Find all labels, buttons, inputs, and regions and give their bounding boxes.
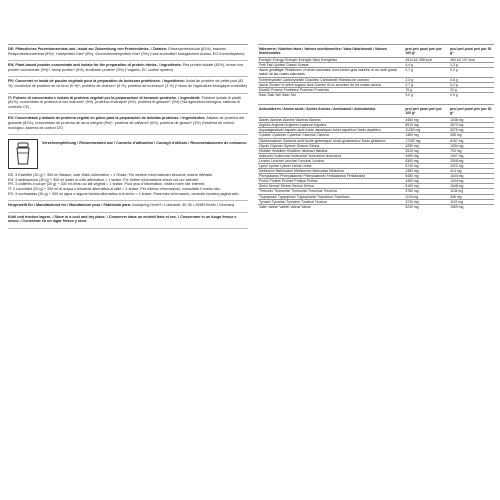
amino-header-row xyxy=(258,104,494,117)
ingredients-fr xyxy=(8,77,248,93)
amino-row xyxy=(258,204,494,209)
nutrition-label: davon gesättigte Fettsäuren/ of which saturates/ dont Acides gras saturés/ di cui acidi grassi saturi/ de las cuales saturadas xyxy=(258,68,404,77)
amino-per100: 5160 mg xyxy=(404,184,449,189)
ingredients-es-lead: ES: Concentrado y aislado de proteína vegetal en polvo para la preparación de bebidas proteicas. / Ingredientes: xyxy=(8,116,206,121)
nutrition-per100: 3,0 g xyxy=(404,92,449,97)
nutrition-per30: 1,3 g xyxy=(449,63,494,68)
ingredients-es-text: Aislado de proteína del guisante (81%), concentrado de proteína de arroz integral (9%)*, proteína de cáñamo* (6%), proteína de girasol* (3%) (*sistema de control ecológico, sistema de control CE) xyxy=(8,116,245,130)
amino-per30: 1119 mg xyxy=(449,199,494,204)
amino-per30: 2022 mg xyxy=(449,163,494,168)
usage-line-en: EN: 3 tablespoons (30 g) + 300 ml water or milk alternative = 1 shake. For further informations check out our website. xyxy=(8,177,200,182)
storage-block xyxy=(8,213,248,229)
nutrition-per100: 76 g xyxy=(404,87,449,92)
nutrition-per30: 0,6 g xyxy=(449,77,494,82)
amino-per30: 336 mg xyxy=(449,194,494,199)
amino-label: Prolin/ Proline/ Proline/ Prolina/ Prolina xyxy=(258,179,404,184)
nutrition-header-per30: pro/ per/ pour/ per/ por 30 g* xyxy=(449,45,494,58)
amino-acid-table xyxy=(258,104,494,209)
amino-per100: 4480 mg xyxy=(404,179,449,184)
nutrition-per100: 2,3 g xyxy=(404,77,449,82)
ingredients-es xyxy=(8,114,248,135)
ingredients-de-lead: DE: Pflanzliches Pulverkonzentrat und -isolat zur Zubereitung von Proteindrinks. / Zutaten: xyxy=(8,47,168,51)
amino-label: Isoleucin/ Isoleucine/ Isoleucine/ Isoleucina/ Isoleucina xyxy=(258,153,404,158)
amino-per30: 753 mg xyxy=(449,148,494,153)
manufacturer-text: foodspring GmbH • Lobeckstr. 30-35 • 10969 Berlin • Germany xyxy=(131,203,235,208)
amino-per30: 1344 mg xyxy=(449,179,494,184)
amino-per30: 414 mg xyxy=(449,169,494,174)
amino-label: Asparaginsäure/ Aspartic acid/ Acide aspartique/ Acido aspartico/ Ácido aspártico xyxy=(258,128,404,133)
ingredients-fr-lead: FR: Concentré et isolat de poudre végétale pour la préparation de boissons protéinées. / Ingrédients: xyxy=(8,79,186,84)
usage-block xyxy=(8,171,248,201)
amino-per30: 1644 mg xyxy=(449,174,494,179)
amino-per100: 1360 mg xyxy=(404,133,449,138)
nutrition-label: davon Zucker/ of which sugars/ dont Sucres/ di cui zuccheri/ de los cuales azúcar xyxy=(258,82,404,87)
nutrition-per100: 1514 kJ/ 358 kcal xyxy=(404,58,449,63)
amino-per100: 5230 mg xyxy=(404,204,449,209)
nutrition-per100: 0,7 g xyxy=(404,82,449,87)
amino-label: Methionin/ Methionine/ Méthionine/ Metionina/ Metionina xyxy=(258,169,404,174)
amino-label: Glycin/ Glycine/ Glycine/ Glicina/ Glicina xyxy=(258,143,404,148)
ingredients-fr-text: Isolat de protéine de petits pois (81 %), concentré de protéine de riz brun (9 %)*, protéine de chanvre* (6 %), protéine de tournesol* (3 %) (* issus de l'agriculture biologique contrôlée) xyxy=(8,79,248,88)
amino-header-per30: pro/ per/ pour/ per/ por 30 g* xyxy=(449,104,494,117)
amino-label: Serin/ Serine/ Sérine/ Serina/ Serina xyxy=(258,184,404,189)
amino-row xyxy=(258,138,494,143)
nutrition-per100: 0,7 g xyxy=(404,68,449,77)
shaker-icon xyxy=(8,139,38,169)
amino-label: Arginin/ Arginine/ Arginine/ Arginina/ Arginina xyxy=(258,123,404,128)
nutrition-label: Salz/ Salt/ Sel/ Sale/ Sal xyxy=(258,92,404,97)
amino-label: Glutaminsäure/ Glutamic acid/ Acide glutamique/ Acido glutammico/ Ácido glutámico xyxy=(258,138,404,143)
usage-line-de: DE: 3 Esslöffel (30 g) + 300 ml Wasser, oder Milch-Alternative = 1 Shake. Für weitere Informationen besuche unsere Website. xyxy=(8,173,214,178)
nutrition-header-row xyxy=(258,45,494,58)
amino-per30: 5187 mg xyxy=(449,138,494,143)
ingredients-column xyxy=(8,44,248,229)
nutrition-label: Fett/ Fat/ Lipides/ Grassi/ Grasas xyxy=(258,63,404,68)
nutrition-header-label: Nährwerte / Nutrition facts / Valeurs nutritionnelles / Valori Nutrizionali / Valores Nutricionales xyxy=(258,45,404,58)
amino-per30: 1347 mg xyxy=(449,153,494,158)
storage-text: Kühl und trocken lagern. / Store in a cool and dry place. / Conserver dans un endroit frais et sec. / Conservare in un luogo fresco e secco. / Conservar en un lugar fresco y seco. xyxy=(8,214,237,224)
ingredients-it xyxy=(8,94,248,115)
amino-label: Cystein/ Cysteine/ Cystéine/ Cisteina/ Cisteína xyxy=(258,133,404,138)
nutrition-per30: 0,2 g xyxy=(449,82,494,87)
amino-per100: 4280 mg xyxy=(404,143,449,148)
ingredients-de-text: Erbsenproteinisolat (81%), braunes Reisproteinkonzentrat (9%)*, Hanfprotein Klar* (6%), Sonnenblumenprotein Klar* (3%) (*aus kontrolliert biologischem Anbau, EG Kontrollsystem) xyxy=(8,47,245,56)
amino-per30: 1569 mg xyxy=(449,204,494,209)
amino-per100: 1120 mg xyxy=(404,194,449,199)
amino-per100: 8910 mg xyxy=(404,123,449,128)
manufacturer-lead: Hergestellt für / Manufactured for / Manufacturé pour / Fabricado para: xyxy=(8,203,132,208)
amino-label: Tyrosin/ Tyrosine/ Tyrosine/ Tirosina/ Tirosina xyxy=(258,199,404,204)
ingredients-it-text: Proteine isolate di piselli (81%), concentrato di proteina di riso marrone* (9%), proteina di canapa* (6%), proteina di girasole* (3%) (*da agricoltura biologica, sistema di controllo CE) xyxy=(8,95,242,109)
amino-label: Threonin/ Threonine/ Thréonine/ Treonina/ Treonina xyxy=(258,189,404,194)
amino-per100: 1380 mg xyxy=(404,169,449,174)
amino-per100: 17290 mg xyxy=(404,138,449,143)
amino-per30: 3375 mg xyxy=(449,128,494,133)
amino-per100: 2510 mg xyxy=(404,148,449,153)
amino-header-label: Aminosäuren / Amino acids / Acides Aminés / Aminoacidi / Aminoácidos xyxy=(258,104,404,117)
amino-per30: 1134 mg xyxy=(449,189,494,194)
ingredients-en-text: Pea protein isolate (81%), brown rice protein concentrate (9%)*, hemp protein* (6%), sunflower protein* (3%) (*organic, EC control system) xyxy=(8,63,244,72)
amino-per100: 5480 mg xyxy=(404,174,449,179)
amino-per30: 1548 mg xyxy=(449,184,494,189)
amino-label: Leucin/ Leucine/ Leucine/ Leucina/ Leucina xyxy=(258,158,404,163)
usage-heading-text: Verzehrempfehlung / Recommended use / Conseils d'utilisation / Consigli d'utilizzo / Recomendaciones de consumo: xyxy=(42,141,248,146)
amino-label: Alanin/ Alanine/ Alanine/ Alanina/ Alanina xyxy=(258,118,404,123)
manufacturer-block xyxy=(8,201,248,213)
amino-per100: 8360 mg xyxy=(404,158,449,163)
amino-per30: 1338 mg xyxy=(449,118,494,123)
nutrition-per30: 0,2 g xyxy=(449,68,494,77)
ingredients-en xyxy=(8,61,248,77)
amino-label: Valin/ Valine/ Valine/ Valina/ Valina xyxy=(258,204,404,209)
nutrition-per100: 4,4 g xyxy=(404,63,449,68)
nutrition-label: Eiweiß/ Protein/ Protéines/ Proteine/ Proteínas xyxy=(258,87,404,92)
usage-heading xyxy=(42,139,247,146)
amino-per100: 3730 mg xyxy=(404,199,449,204)
ingredients-de xyxy=(8,45,248,61)
ingredients-en-lead: EN: Plant-based powder concentrate and isolate for the preparation of protein drinks. / Ingredients: xyxy=(8,63,182,68)
ingredients-it-lead: IT: Polvere di concentrato e isolato di proteina vegetali per la preparazione di bevande proteiche. / Ingredienti: xyxy=(8,95,201,100)
amino-per30: 2508 mg xyxy=(449,158,494,163)
nutrition-label: Kohlenhydrate/ Carbohydrate/ Glucides/ Carboidrati/ Hidratos de carbono xyxy=(258,77,404,82)
section-gap xyxy=(258,97,494,104)
amino-per100: 3780 mg xyxy=(404,189,449,194)
amino-per30: 2673 mg xyxy=(449,123,494,128)
amino-per100: 4490 mg xyxy=(404,153,449,158)
amino-label: Tryptophan/ Tryptophan/ Tryptophane/ Triptofano/ Triptófano xyxy=(258,194,404,199)
nutrition-per30: 0,9 g xyxy=(449,92,494,97)
amino-label: Lysin/ Lysine/ Lysine/ Lisina/ Lisina xyxy=(258,163,404,168)
nutrition-table xyxy=(258,44,494,97)
usage-line-es: ES: 3 cucharadas (30 g) + 300 ml agua o alguna bebida alternativa a la leche = 1 shake. Para más información, consulte nuestra página web. xyxy=(8,191,240,196)
nutrition-row xyxy=(258,68,494,77)
amino-per100: 11250 mg xyxy=(404,128,449,133)
nutrition-per30: 454 kJ/ 107 kcal xyxy=(449,58,494,63)
usage-line-fr: FR: 3 cuillères à soupe (30 g) + 300 ml d'eau ou lait végétal = 1 shake. Pour plus d'information, visitez notre site Internet. xyxy=(8,182,206,187)
amino-per30: 408 mg xyxy=(449,133,494,138)
usage-heading-row xyxy=(8,135,248,171)
nutrition-per30: 23 g xyxy=(449,87,494,92)
amino-label: Phenylalanin/ Phenylalanine/ Phénylalanine/ Fenilalanina/ Fenilalanina xyxy=(258,174,404,179)
amino-label: Histidin/ Histidine/ Histidine/ Istidina/ Histidina xyxy=(258,148,404,153)
usage-line-it: IT: 3 cucchiaini (30 g) + 300 ml di acqua o bevanda alternativa al latte = 1 shake. Per ulteriori informazioni, consultate il nostro sito. xyxy=(8,186,221,191)
amino-per100: 4460 mg xyxy=(404,118,449,123)
amino-per100: 6740 mg xyxy=(404,163,449,168)
nutrition-label: Energie/ Energy/ Énergie/ Energia/ Valor Energético xyxy=(258,58,404,63)
amino-row xyxy=(258,128,494,133)
amino-per30: 1284 mg xyxy=(449,143,494,148)
nutrition-column xyxy=(258,44,494,209)
nutrition-header-per100: pro/ per/ pour/ per/ por 100 g* xyxy=(404,45,449,58)
amino-header-per100: pro/ per/ pour/ per/ por 100 g* xyxy=(404,104,449,117)
